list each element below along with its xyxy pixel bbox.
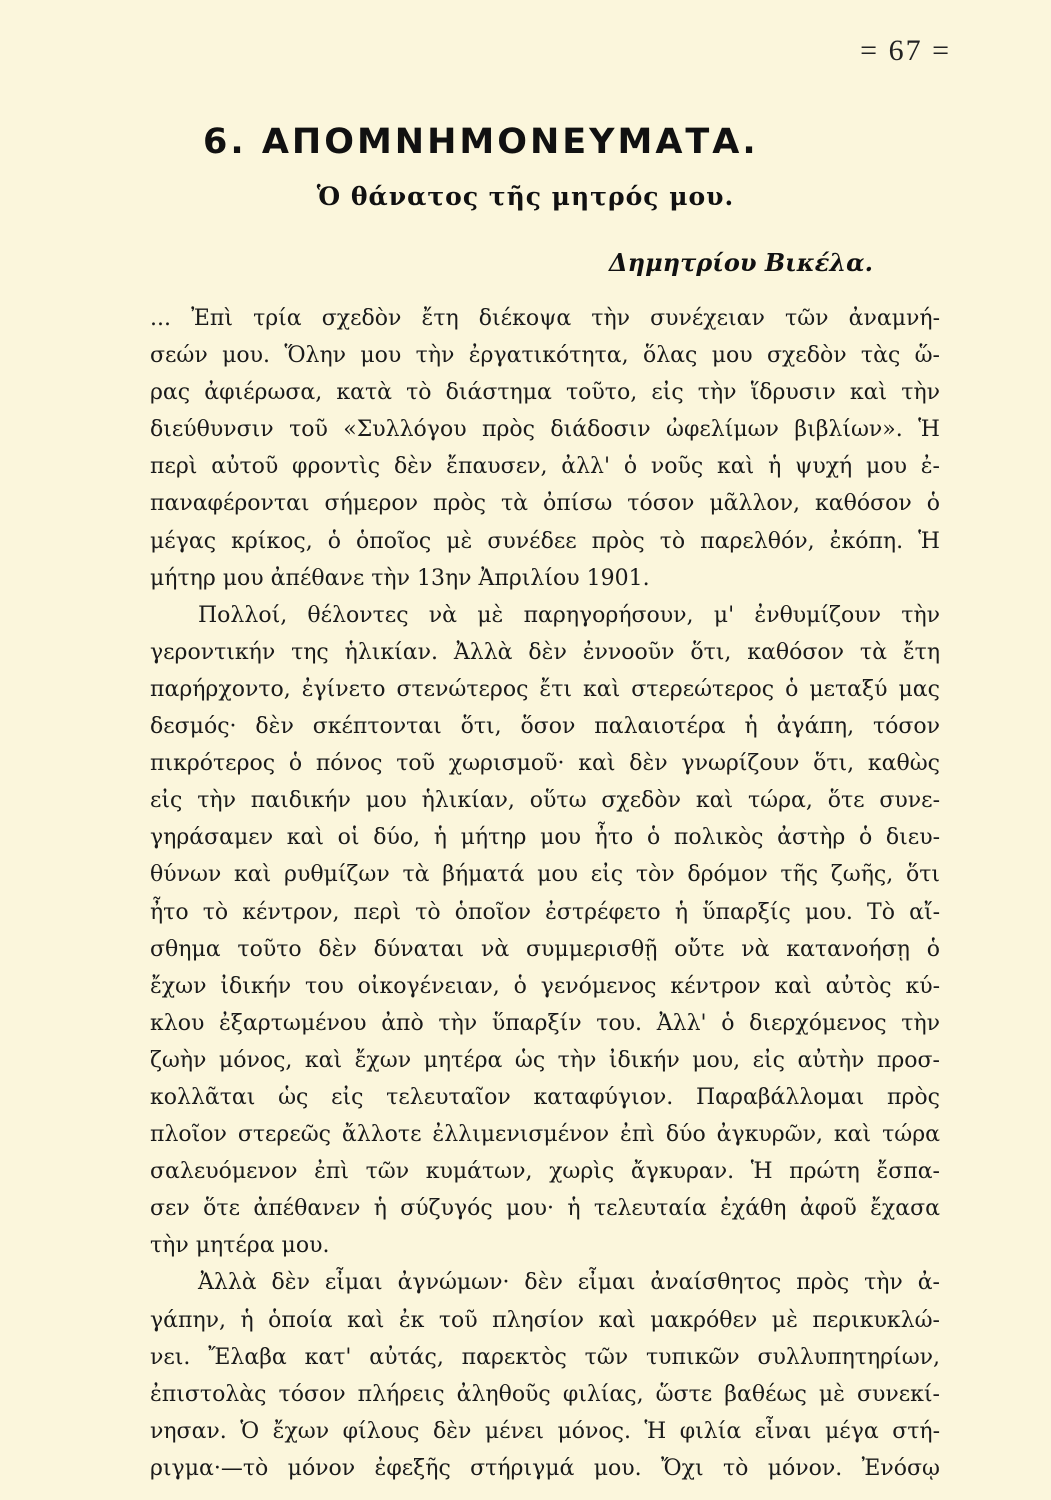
- text-line: κολλᾶται ὡς εἰς τελευταῖον καταφύγιον. Παραβάλλομαι πρὸς: [150, 1084, 940, 1110]
- section-title: 6. ΑΠΟΜΝΗΜΟΝΕΥΜΑΤΑ.: [203, 122, 759, 162]
- text-line: σεών μου. Ὅλην μου τὴν ἐργατικότητα, ὅλας μου σχεδὸν τὰς ὥ-: [150, 343, 940, 369]
- text-line: πικρότερος ὁ πόνος τοῦ χωρισμοῦ· καὶ δὲν γνωρίζουν ὅτι, καθὼς: [150, 751, 940, 777]
- text-line: ἔχων ἰδικήν του οἰκογένειαν, ὁ γενόμενος κέντρον καὶ αὐτὸς κύ-: [150, 973, 940, 999]
- text-line: νει. Ἔλαβα κατ' αὐτάς, παρεκτὸς τῶν τυπικῶν συλλυπητηρίων,: [150, 1344, 940, 1370]
- text-line: ἐπιστολὰς τόσον πλήρεις ἀληθοῦς φιλίας, ὥστε βαθέως μὲ συνεκί-: [150, 1381, 940, 1407]
- text-line: κλου ἐξαρτωμένου ἀπὸ τὴν ὕπαρξίν του. Ἀλλ' ὁ διερχόμενος τὴν: [150, 1010, 940, 1036]
- text-line: πλοῖον στερεῶς ἄλλοτε ἐλλιμενισμένον ἐπὶ δύο ἀγκυρῶν, καὶ τώρα: [150, 1122, 940, 1148]
- text-line: τὴν μητέρα μου.: [150, 1233, 330, 1259]
- page-number: = 67 =: [860, 34, 951, 67]
- text-line: σθημα τοῦτο δὲν δύναται νὰ συμμερισθῇ οὔτε νὰ κατανοήσῃ ὁ: [150, 936, 940, 962]
- text-line: Ἀλλὰ δὲν εἶμαι ἀγνώμων· δὲν εἶμαι ἀναίσθητος πρὸς τὴν ἀ-: [198, 1270, 940, 1296]
- text-line: διεύθυνσιν τοῦ «Συλλόγου πρὸς διάδοσιν ὠφελίμων βιβλίων». Ἡ: [150, 417, 940, 443]
- text-line: γεροντικήν της ἡλικίαν. Ἀλλὰ δὲν ἐννοοῦν ὅτι, καθόσον τὰ ἔτη: [150, 639, 940, 665]
- text-line: ριγμα·—τὸ μόνον ἐφεξῆς στήριγμά μου. Ὄχι τὸ μόνον. Ἐνόσῳ: [150, 1455, 940, 1481]
- text-line: σαλευόμενον ἐπὶ τῶν κυμάτων, χωρὶς ἄγκυραν. Ἡ πρώτη ἔσπα-: [150, 1159, 940, 1185]
- body-text: [150, 300, 940, 1487]
- text-line: παναφέρονται σήμερον πρὸς τὰ ὀπίσω τόσον μᾶλλον, καθόσον ὁ: [150, 491, 940, 517]
- text-line: μήτηρ μου ἀπέθανε τὴν 13ην Ἀπριλίου 1901.: [150, 565, 650, 591]
- text-line: δεσμός· δὲν σκέπτονται ὅτι, ὅσον παλαιοτέρα ἡ ἀγάπη, τόσον: [150, 714, 940, 740]
- text-line: ἦτο τὸ κέντρον, περὶ τὸ ὁποῖον ἐστρέφετο ἡ ὕπαρξίς μου. Τὸ αἴ-: [150, 899, 940, 925]
- text-line: σεν ὅτε ἀπέθανεν ἡ σύζυγός μου· ἡ τελευταία ἐχάθη ἀφοῦ ἔχασα: [150, 1196, 940, 1222]
- text-line: ζωὴν μόνος, καὶ ἔχων μητέρα ὡς τὴν ἰδικήν μου, εἰς αὐτὴν προσ-: [150, 1047, 940, 1073]
- text-line: ρας ἀφιέρωσα, κατὰ τὸ διάστημα τοῦτο, εἰς τὴν ἵδρυσιν καὶ τὴν: [150, 380, 940, 406]
- text-line: νησαν. Ὁ ἔχων φίλους δὲν μένει μόνος. Ἡ φιλία εἶναι μέγα στή-: [150, 1418, 940, 1444]
- text-line: γάπην, ἡ ὁποία καὶ ἐκ τοῦ πλησίον καὶ μακρόθεν μὲ περικυκλώ-: [150, 1307, 940, 1333]
- text-line: εἰς τὴν παιδικήν μου ἡλικίαν, οὕτω σχεδὸν καὶ τώρα, ὅτε συνε-: [150, 788, 940, 814]
- text-line: παρήρχοντο, ἐγίνετο στενώτερος ἔτι καὶ στερεώτερος ὁ μεταξύ μας: [150, 676, 940, 702]
- text-line: Πολλοί, θέλοντες νὰ μὲ παρηγορήσουν, μ' ἐνθυμίζουν τὴν: [198, 602, 940, 628]
- text-line: μέγας κρίκος, ὁ ὁποῖος μὲ συνέδεε πρὸς τὸ παρελθόν, ἐκόπη. Ἡ: [150, 528, 940, 554]
- text-line: θύνων καὶ ρυθμίζων τὰ βήματά μου εἰς τὸν δρόμον τῆς ζωῆς, ὅτι: [150, 862, 940, 888]
- article-title: Ὁ θάνατος τῆς μητρός μου.: [316, 182, 735, 211]
- text-line: γηράσαμεν καὶ οἱ δύο, ἡ μήτηρ μου ἦτο ὁ πολικὸς ἀστὴρ ὁ διευ-: [150, 825, 940, 851]
- text-line: ... Ἐπὶ τρία σχεδὸν ἔτη διέκοψα τὴν συνέχειαν τῶν ἀναμνή-: [150, 306, 940, 331]
- text-line: περὶ αὐτοῦ φροντὶς δὲν ἔπαυσεν, ἀλλ' ὁ νοῦς καὶ ἡ ψυχή μου ἐ-: [150, 454, 940, 480]
- author-name: Δημητρίου Βικέλα.: [609, 248, 873, 277]
